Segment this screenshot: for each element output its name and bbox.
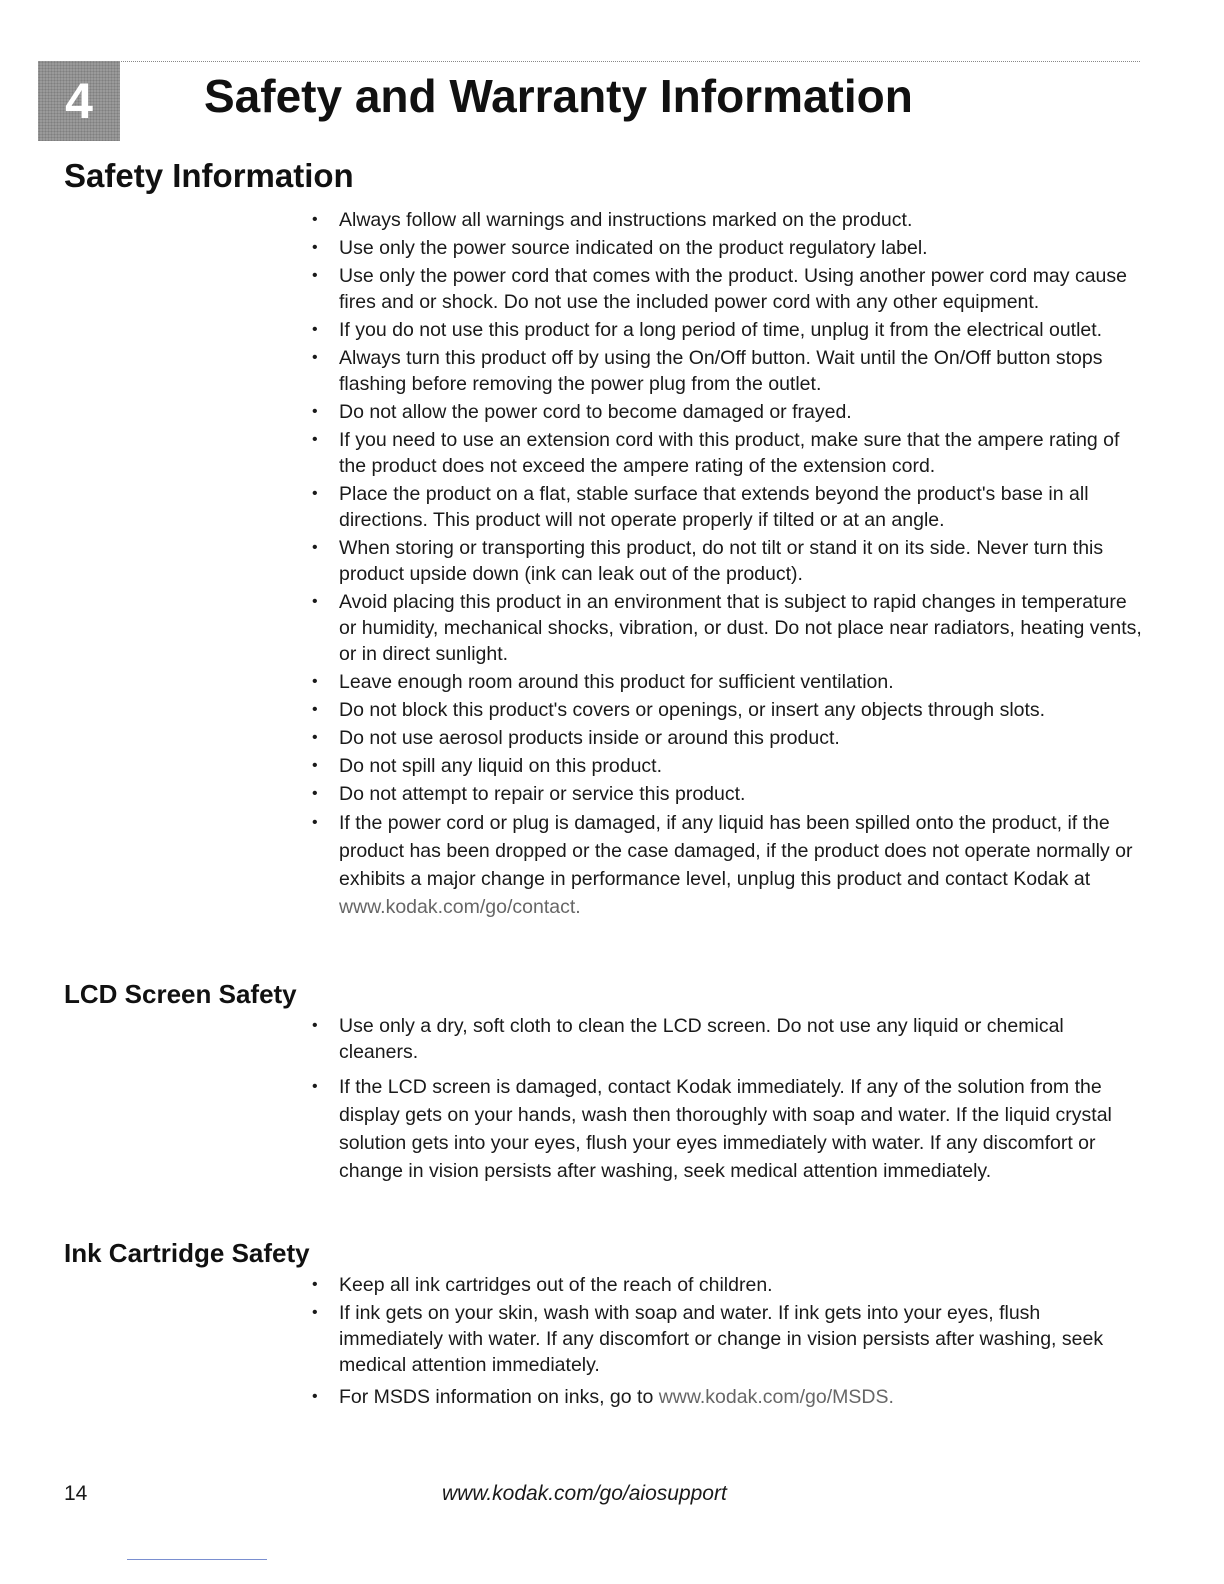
safety-information-heading: Safety Information	[64, 157, 354, 194]
lcd-screen-safety-heading: LCD Screen Safety	[64, 979, 297, 1009]
safety-item: • Leave enough room around this product for sufficient ventilation.	[312, 669, 1142, 695]
safety-item: • If you need to use an extension cord with this product, make sure that the ampere rating of the product does not exceed the ampere rating of the extension cord.	[312, 427, 1142, 479]
lcd-screen-safety-list	[312, 1013, 1142, 1187]
header-rule	[118, 61, 1140, 62]
chapter-title: Safety and Warranty Information	[204, 70, 913, 122]
safety-item: • Do not block this product's covers or openings, or insert any objects through slots.	[312, 697, 1142, 723]
safety-item: • Use only the power cord that comes with the product. Using another power cord may cause fires and or shock. Do not use the included power cord with any other equipment.	[312, 263, 1142, 315]
safety-item: • Always turn this product off by using the On/Off button. Wait until the On/Off button stops flashing before removing the power plug from the outlet.	[312, 345, 1142, 397]
ink-cartridge-safety-list	[312, 1272, 1142, 1412]
bottom-edge-line	[127, 1559, 267, 1560]
footer-support-url[interactable]: www.kodak.com/go/aiosupport	[442, 1482, 727, 1505]
kodak-contact-link[interactable]: www.kodak.com/go/contact.	[339, 896, 581, 918]
chapter-number: 4	[65, 73, 93, 129]
lcd-item: • Use only a dry, soft cloth to clean the LCD screen. Do not use any liquid or chemical cleaners.	[312, 1013, 1142, 1065]
ink-cartridge-safety-heading: Ink Cartridge Safety	[64, 1238, 310, 1268]
safety-item: • When storing or transporting this product, do not tilt or stand it on its side. Never turn this product upside down (ink can leak out of the product).	[312, 535, 1142, 587]
safety-item: • Always follow all warnings and instructions marked on the product.	[312, 207, 1142, 233]
safety-item: • If you do not use this product for a long period of time, unplug it from the electrical outlet.	[312, 317, 1142, 343]
safety-item: • Use only the power source indicated on the product regulatory label.	[312, 235, 1142, 261]
ink-item: • Keep all ink cartridges out of the reach of children.	[312, 1272, 1142, 1298]
lcd-item: • If the LCD screen is damaged, contact Kodak immediately. If any of the solution from the display gets on your hands, wash then thoroughly with soap and water. If the liquid crystal solution gets into your eyes, flush your eyes immediately with water. If any discomfort or change in vision persists after washing, seek medical attention immediately.	[312, 1073, 1142, 1185]
safety-information-list	[312, 207, 1142, 923]
safety-item: • Do not spill any liquid on this product.	[312, 753, 1142, 779]
safety-item-contact	[312, 809, 1142, 921]
page-number: 14	[64, 1482, 88, 1505]
safety-item: • Place the product on a flat, stable surface that extends beyond the product's base in all directions. This product will not operate properly if tilted or at an angle.	[312, 481, 1142, 533]
safety-item-contact-text: If the power cord or plug is damaged, if any liquid has been spilled onto the product, if the product has been dropped or the case damaged, if the product does not operate normally or exhibits a major change in performance level, unplug this product and contact Kodak at	[339, 812, 1133, 890]
safety-item: • Do not use aerosol products inside or around this product.	[312, 725, 1142, 751]
ink-item-msds	[312, 1384, 1142, 1410]
safety-item: • Do not allow the power cord to become damaged or frayed.	[312, 399, 1142, 425]
kodak-msds-link[interactable]: www.kodak.com/go/MSDS.	[658, 1386, 894, 1408]
ink-item: • If ink gets on your skin, wash with soap and water. If ink gets into your eyes, flush immediately with water. If any discomfort or change in vision persists after washing, seek medical attention immediately.	[312, 1300, 1142, 1378]
ink-msds-text: For MSDS information on inks, go to	[339, 1386, 659, 1408]
safety-item: • Do not attempt to repair or service this product.	[312, 781, 1142, 807]
safety-item: • Avoid placing this product in an environment that is subject to rapid changes in temperature or humidity, mechanical shocks, vibration, or dust. Do not place near radiators, heating vents, or in direct sunlight.	[312, 589, 1142, 667]
